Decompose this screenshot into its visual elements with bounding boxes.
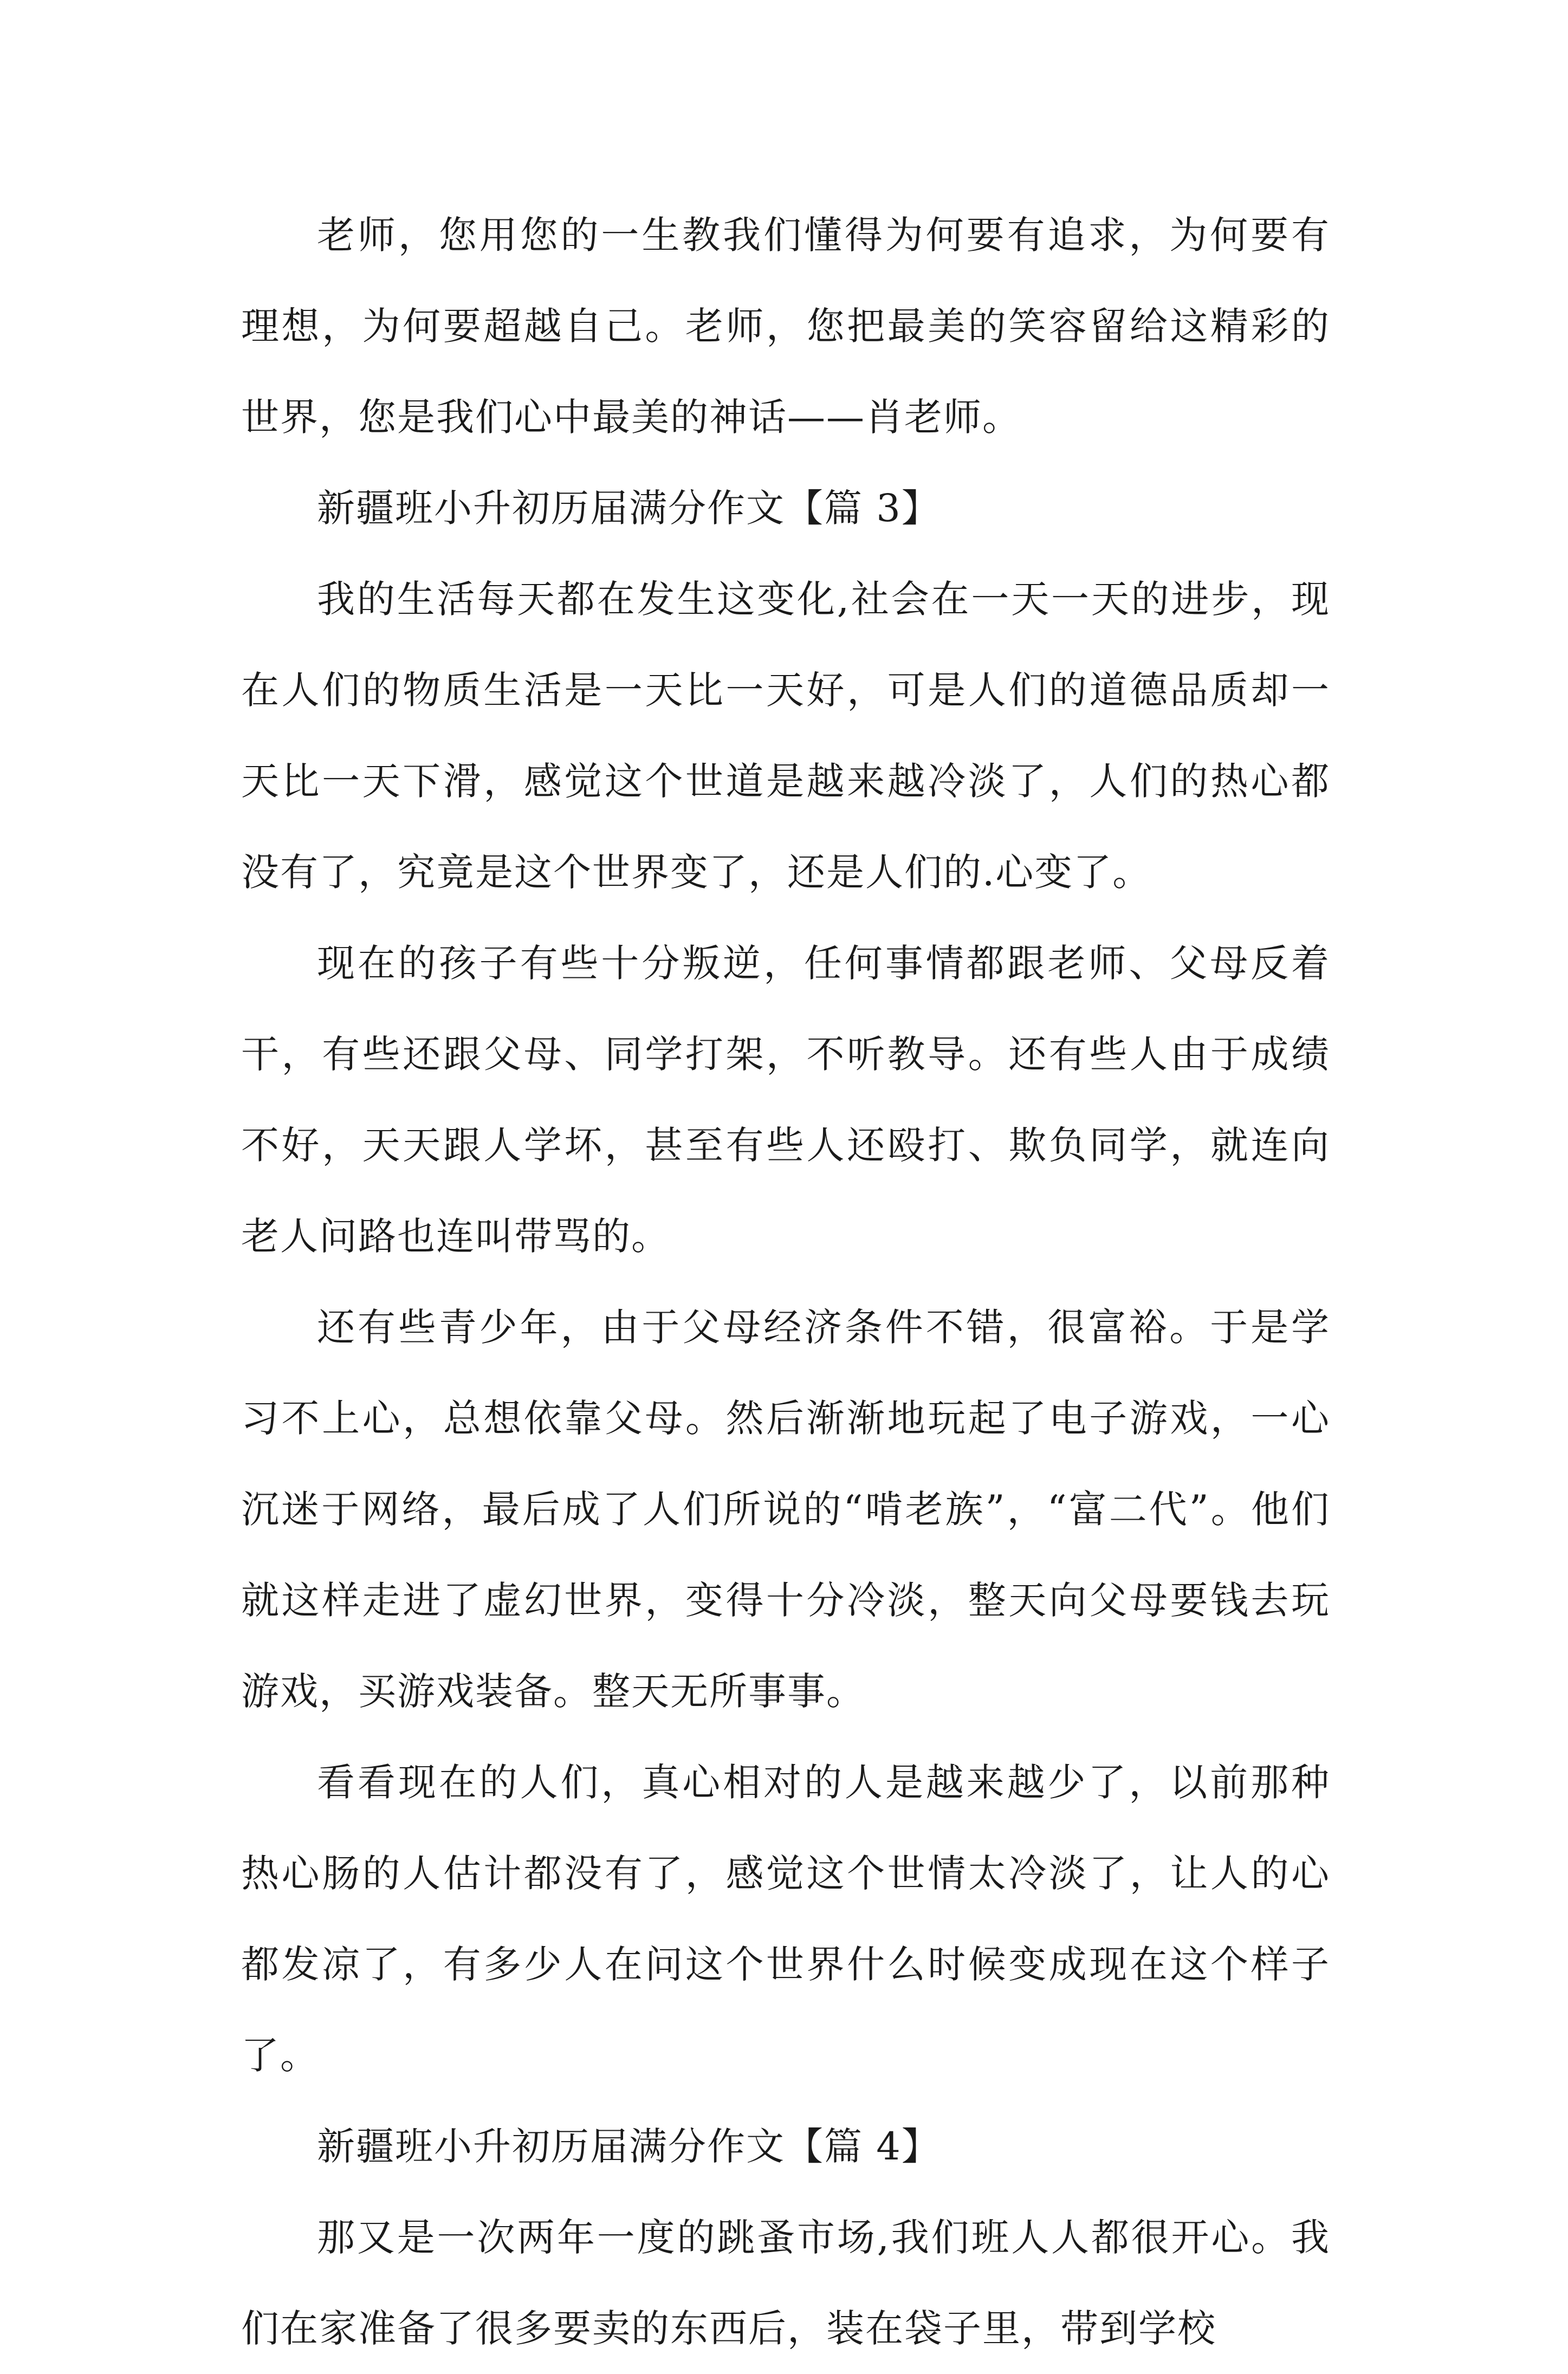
paragraph-flea-market: 那又是一次两年一度的跳蚤市场,我们班人人都很开心。我们在家准备了很多要卖的东西后，装在袋子里，带到学校 (241, 2215, 1330, 2351)
essay-body (241, 190, 1330, 2374)
paragraph-teenagers-games: 还有些青少年，由于父母经济条件不错，很富裕。于是学习不上心，总想依靠父母。然后渐渐地玩起了电子游戏，一心沉迷于网络，最后成了人们所说的“啃老族”，“富二代”。他们就这样走进了虚幻世界，变得十分冷淡，整天向父母要钱去玩游戏，买游戏装备。整天无所事事。 (241, 1305, 1330, 1714)
paragraph-cold-world: 看看现在的人们，真心相对的人是越来越少了，以前那种热心肠的人估计都没有了，感觉这个世情太冷淡了，让人的心都发凉了，有多少人在问这个世界什么时候变成现在这个样子了。 (241, 1760, 1330, 2078)
paragraph-teacher-closing: 老师，您用您的一生教我们懂得为何要有追求，为何要有理想，为何要超越自己。老师，您把最美的笑容留给这精彩的世界，您是我们心中最美的神话——肖老师。 (241, 213, 1330, 439)
paragraph-life-changes: 我的生活每天都在发生这变化,社会在一天一天的进步，现在人们的物质生活是一天比一天好，可是人们的道德品质却一天比一天下滑，感觉这个世道是越来越冷淡了，人们的热心都没有了，究竟是这个世界变了，还是人们的.心变了。 (241, 577, 1330, 894)
paragraph-rebellious-children: 现在的孩子有些十分叛逆，任何事情都跟老师、父母反着干，有些还跟父母、同学打架，不听教导。还有些人由于成绩不好，天天跟人学坏，甚至有些人还殴打、欺负同学，就连向老人问路也连叫带骂的。 (241, 941, 1330, 1259)
section-heading-part-4: 新疆班小升初历届满分作文【篇 4】 (317, 2124, 941, 2169)
section-heading-part-3: 新疆班小升初历届满分作文【篇 3】 (317, 486, 941, 530)
